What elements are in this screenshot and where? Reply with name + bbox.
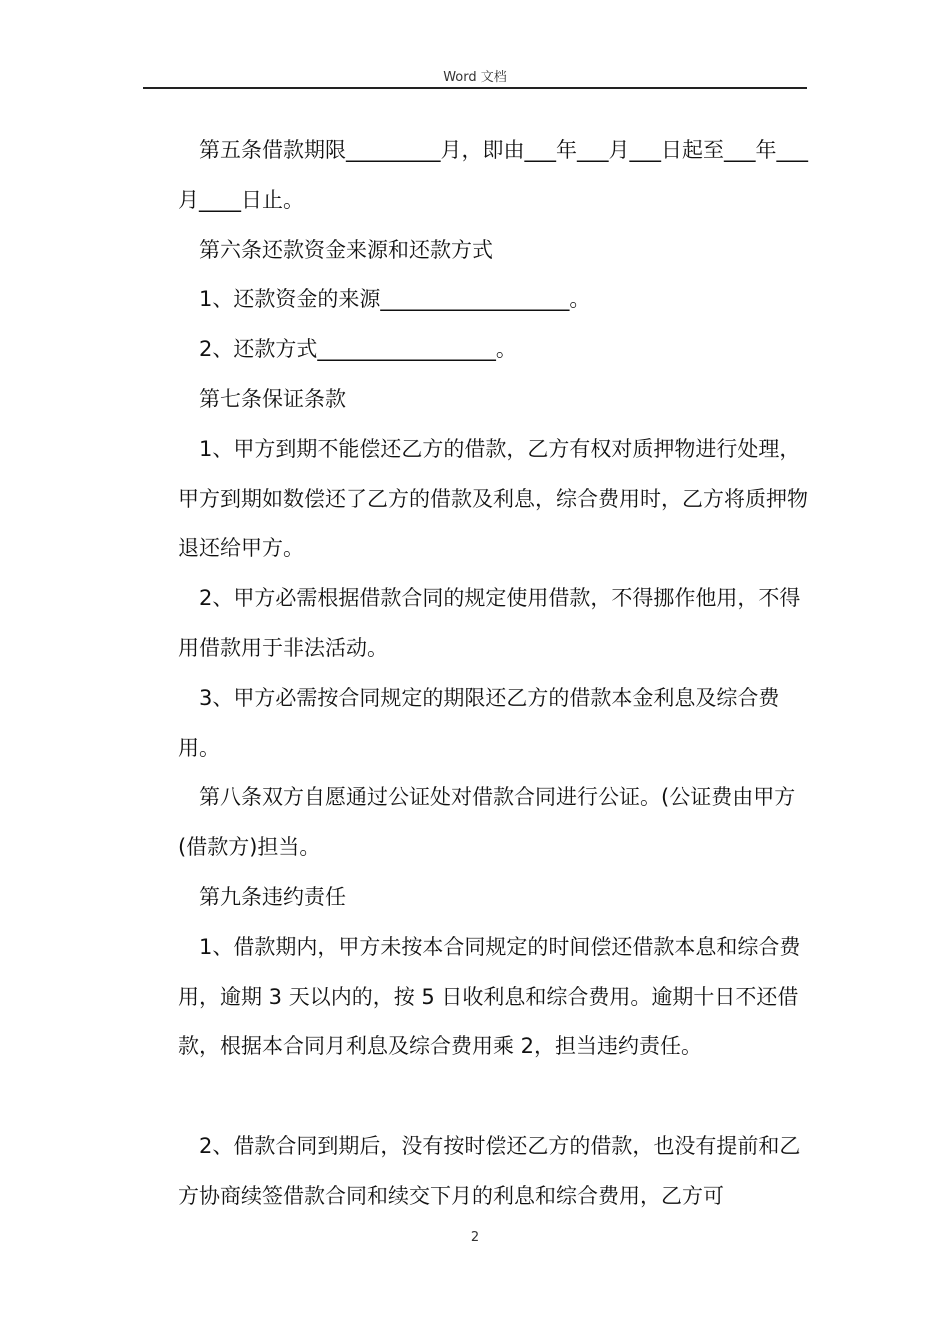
document-paragraph: 3、甲方必需按合同规定的期限还乙方的借款本金利息及综合费用。	[178, 685, 780, 760]
document-paragraph: 1、还款资金的来源__________________。	[199, 287, 591, 312]
document-paragraph: 2、还款方式_________________。	[199, 337, 517, 362]
document-paragraph: 2、甲方必需根据借款合同的规定使用借款，不得挪作他用，不得用借款用于非法活动。	[178, 586, 801, 660]
document-paragraph: 1、甲方到期不能偿还乙方的借款，乙方有权对质押物进行处理，甲方到期如数偿还了乙方的借款及利息，综合费用时，乙方将质押物退还给甲方。	[178, 436, 808, 561]
page-number: 2	[470, 1230, 480, 1245]
blank-paragraph	[178, 1072, 808, 1122]
document-paragraph: 第七条保证条款	[199, 386, 346, 411]
document-paragraph: 1、借款期内，甲方未按本合同规定的时间偿还借款本息和综合费用，逾期 3 天以内的，按 5 日收利息和综合费用。逾期十日不还借款，根据本合同月利息及综合费用乘 2，担当违约责任。	[178, 934, 801, 1059]
document-paragraph: 第九条违约责任	[199, 884, 346, 909]
header-divider	[143, 87, 807, 89]
document-paragraph: 2、借款合同到期后，没有按时偿还乙方的借款，也没有提前和乙方协商续签借款合同和续交下月的利息和综合费用，乙方可	[178, 1133, 801, 1208]
page-header: Word 文档	[443, 70, 507, 85]
document-body	[178, 126, 808, 1222]
document-paragraph: 第八条双方自愿通过公证处对借款合同进行公证。(公证费由甲方(借款方)担当。	[178, 785, 796, 860]
document-paragraph: 第五条借款期限_________月，即由___年___月___日起至___年___月____日止。	[178, 138, 808, 212]
document-paragraph: 第六条还款资金来源和还款方式	[199, 237, 493, 262]
